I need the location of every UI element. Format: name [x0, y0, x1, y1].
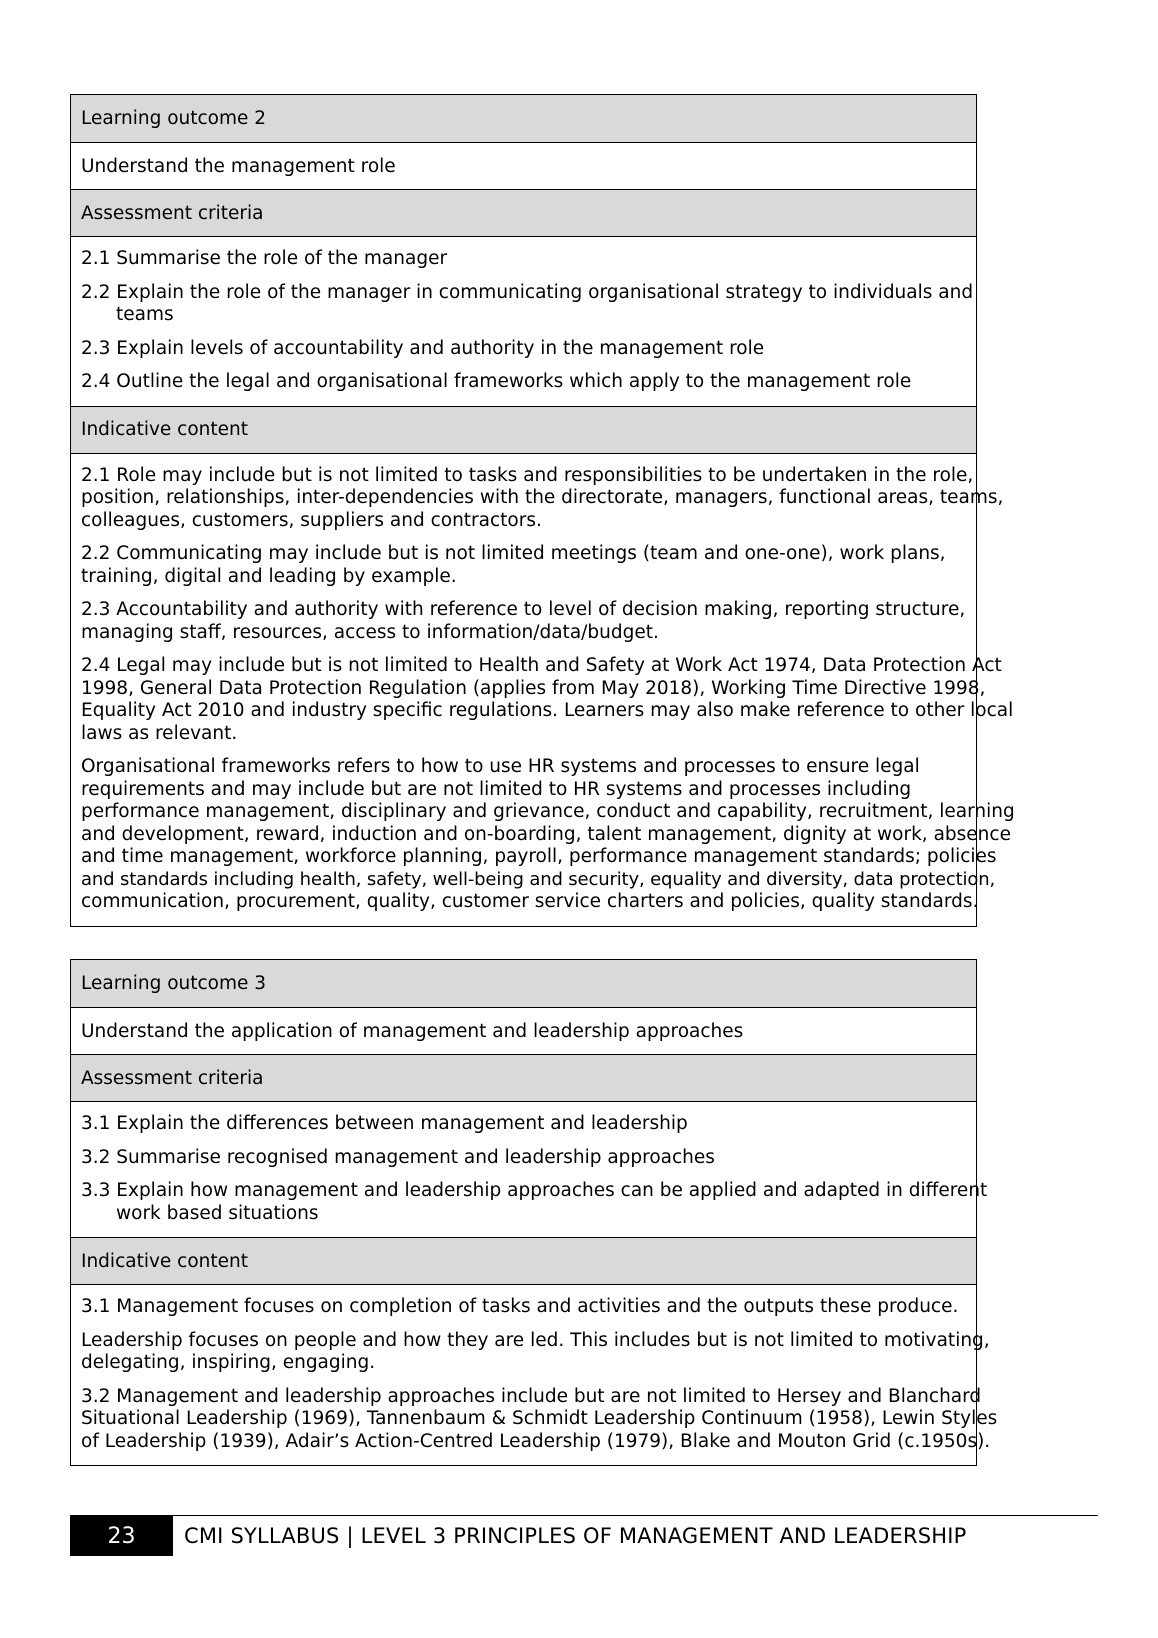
content-2-3: 2.3 Accountability and authority with reference to level of decision making, reporting structure, managing staff, resources, access to information/data/budget. — [81, 599, 966, 643]
content-2-4: 2.4 Legal may include but is not limited to Health and Safety at Work Act 1974, Data Protection Act 1998, General Data Protection Regulation (applies from May 2018), Working Time Directive 1998, Equality Act 2010 and industry specific regulations. Learners may also make reference to other local laws as relevant. — [81, 655, 1014, 744]
footer-title: CMI SYLLABUS | LEVEL 3 PRINCIPLES OF MANAGEMENT AND LEADERSHIP — [184, 1524, 967, 1548]
lo2-content-heading: Indicative content — [81, 419, 249, 440]
lo2-criteria-list — [71, 236, 976, 406]
criterion-3-3: 3.3 Explain how management and leadership approaches can be applied and adapted in different work based situations — [81, 1180, 988, 1224]
lo3-criteria-heading: Assessment criteria — [81, 1067, 264, 1089]
lo2-content-list — [71, 453, 1015, 926]
criterion-2-3: 2.3 Explain levels of accountability and authority in the management role — [81, 337, 765, 359]
criterion-2-4: 2.4 Outline the legal and organisational frameworks which apply to the management role — [81, 371, 912, 392]
content-3-1-leadership: Leadership focuses on people and how they are led. This includes but is not limited to motivating, delegating, inspiring, engaging. — [81, 1329, 990, 1373]
criterion-3-2: 3.2 Summarise recognised management and leadership approaches — [81, 1146, 715, 1168]
lo3-content-list — [71, 1284, 998, 1465]
content-3-2: 3.2 Management and leadership approaches include but are not limited to Hersey and Blanchard Situational Leadership (1969), Tannenbaum & Schmidt Leadership Continuum (1958), Lewin Styles of Leadership (1939), Adair’s Action-Centred Leadership (1979), Blake and Mouton Grid (c.1950s). — [81, 1385, 998, 1452]
lo3-content-heading-row — [71, 1237, 976, 1284]
lo3-title: Understand the application of management and leadership approaches — [81, 1020, 744, 1042]
lo2-title: Understand the management role — [81, 155, 396, 177]
lo3-criteria-heading-row — [71, 1054, 976, 1101]
lo2-heading: Learning outcome 2 — [81, 108, 267, 129]
criterion-2-2: 2.2 Explain the role of the manager in communicating organisational strategy to individuals and teams — [81, 281, 974, 325]
criterion-3-1: 3.1 Explain the differences between management and leadership — [81, 1113, 688, 1134]
content-3-1: 3.1 Management focuses on completion of tasks and activities and the outputs these produce. — [81, 1296, 959, 1317]
lo2-title-row — [71, 142, 976, 189]
learning-outcome-2-table — [70, 94, 1015, 927]
content-2-4-frameworks: Organisational frameworks refers to how to use HR systems and processes to ensure legal requirements and may include but are not limited to HR systems and processes including performance management, disciplinary and grievance, conduct and capability, recruitment, learning and development, reward, induction and on-boarding, talent management, dignity at work, absence and time management, workforce planning, payroll, performance management standards; policies and standards including health, safety, well-being and security, equality and diversity, data protection, communication, procurement, quality, customer service charters and policies, quality standards. — [81, 756, 1015, 912]
lo2-heading-row — [71, 95, 976, 142]
lo2-criteria-heading: Assessment criteria — [81, 202, 264, 224]
criterion-2-1: 2.1 Summarise the role of the manager — [81, 248, 448, 269]
content-2-2: 2.2 Communicating may include but is not limited meetings (team and one-one), work plans, training, digital and leading by example. — [81, 543, 946, 587]
content-2-1: 2.1 Role may include but is not limited to tasks and responsibilities to be undertaken in the role, position, relationships, inter-dependencies with the directorate, managers, functional areas, teams, colleagues, customers, suppliers and contractors. — [81, 464, 1004, 531]
lo2-criteria-heading-row — [71, 189, 976, 236]
learning-outcome-3-table — [70, 959, 998, 1466]
lo3-content-heading: Indicative content — [81, 1250, 249, 1272]
page-number: 23 — [70, 1516, 173, 1556]
lo3-heading-row — [71, 960, 976, 1007]
lo2-content-heading-row — [71, 406, 976, 453]
lo3-heading: Learning outcome 3 — [81, 973, 267, 994]
lo3-title-row — [71, 1007, 976, 1054]
lo3-criteria-list — [71, 1101, 988, 1237]
